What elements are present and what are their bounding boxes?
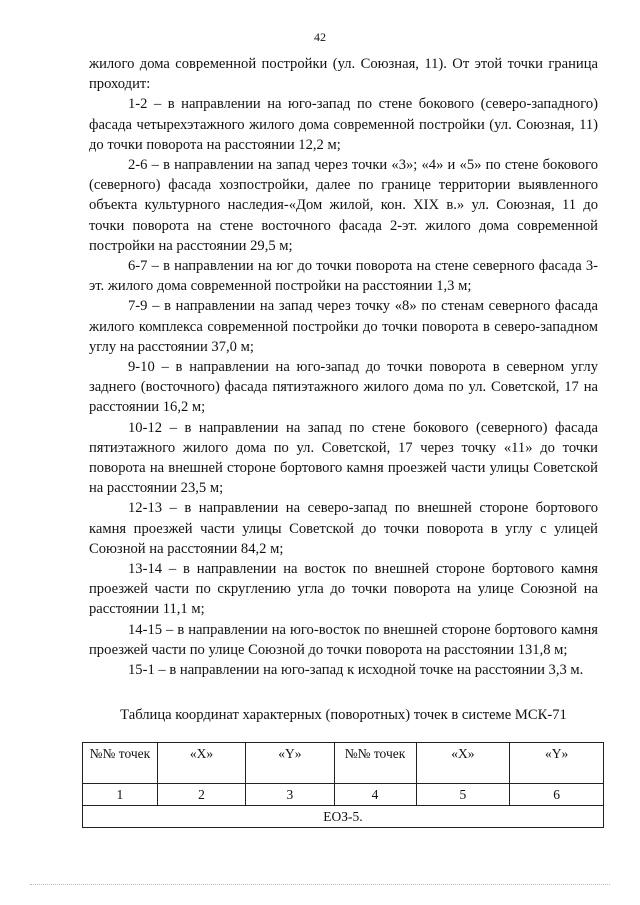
header-point-number-2: №№ точек bbox=[334, 743, 416, 784]
paragraph-segment-15-1: 15-1 – в направлении на юго-запад к исходной точке на расстоянии 3,3 м. bbox=[128, 662, 584, 679]
header-point-number: №№ точек bbox=[83, 743, 158, 784]
table-zone-row bbox=[83, 806, 604, 828]
document-body bbox=[89, 54, 598, 680]
paragraph-segment-14-15: 14-15 – в направлении на юго-восток по внешней стороне бортового камня проезжей части по улице Союзной до точки поворота на расстоянии 131,8 м; bbox=[89, 621, 598, 658]
header-y: «Y» bbox=[246, 743, 334, 784]
coordinates-table bbox=[82, 742, 604, 828]
paragraph-segment-9-10: 9-10 – в направлении на юго-запад до точки поворота в северном углу заднего (восточного) фасада пятиэтажного жилого дома по ул. Советской, 17 на расстоянии 16,2 м; bbox=[89, 359, 598, 416]
table-header-row bbox=[83, 743, 604, 784]
paragraph-segment-2-6: 2-6 – в направлении на запад через точки «3»; «4» и «5» по стене бокового (северного) фасада хозпостройки, далее по границе территории выявленного объекта культурного наследия-«Дом жилой, кон. XIX в.» ул. Союзная, 11 до точки поворота на стене восточного фасада 2-эт. жилого дома современной постройки на расстоянии 29,5 м; bbox=[89, 157, 598, 254]
paragraph-segment-13-14: 13-14 – в направлении на восток по внешней стороне бортового камня проезжей части по скруглению угла до точки поворота на улице Союзной на расстоянии 11,1 м; bbox=[89, 561, 598, 618]
header-x-2: «X» bbox=[416, 743, 510, 784]
paragraph-segment-7-9: 7-9 – в направлении на запад через точку «8» по стенам северного фасада жилого комплекса современной постройки до точки поворота в северо-западном углу на расстоянии 37,0 м; bbox=[89, 298, 598, 355]
header-y-2: «Y» bbox=[510, 743, 604, 784]
column-number: 6 bbox=[510, 784, 604, 806]
header-x: «X» bbox=[157, 743, 245, 784]
column-number: 1 bbox=[83, 784, 158, 806]
zone-label: ЕОЗ-5. bbox=[83, 806, 604, 828]
paragraph-segment-6-7: 6-7 – в направлении на юг до точки поворота на стене северного фасада 3-эт. жилого дома современной постройки на расстоянии 1,3 м; bbox=[89, 258, 598, 295]
paragraph-segment-10-12: 10-12 – в направлении на запад по стене бокового (северного) фасада пятиэтажного жилого дома по ул. Советской, 17 через точку «11» до точки поворота на внешней стороне бортового камня проезжей части улицы Советской на расстоянии 23,5 м; bbox=[89, 419, 598, 497]
page-number: 42 bbox=[314, 30, 326, 44]
column-number: 2 bbox=[157, 784, 245, 806]
table-caption: Таблица координат характерных (поворотных) точек в системе МСК-71 bbox=[120, 707, 567, 723]
column-number: 3 bbox=[246, 784, 334, 806]
column-number: 4 bbox=[334, 784, 416, 806]
column-number: 5 bbox=[416, 784, 510, 806]
paragraph-segment-1-2: 1-2 – в направлении на юго-запад по стене бокового (северо-западного) фасада четырехэтажного жилого дома современной постройки (ул. Союзная, 11) до точки поворота на расстоянии 12,2 м; bbox=[89, 96, 598, 153]
scan-artifact-line bbox=[30, 884, 610, 886]
paragraph-segment-12-13: 12-13 – в направлении на северо-запад по внешней стороне бортового камня проезжей части улицы Советской до точки поворота в углу с улицей Союзной на расстоянии 84,2 м; bbox=[89, 500, 598, 557]
paragraph-intro: жилого дома современной постройки (ул. Союзная, 11). От этой точки граница проходит: bbox=[89, 56, 598, 93]
table-number-row bbox=[83, 784, 604, 806]
